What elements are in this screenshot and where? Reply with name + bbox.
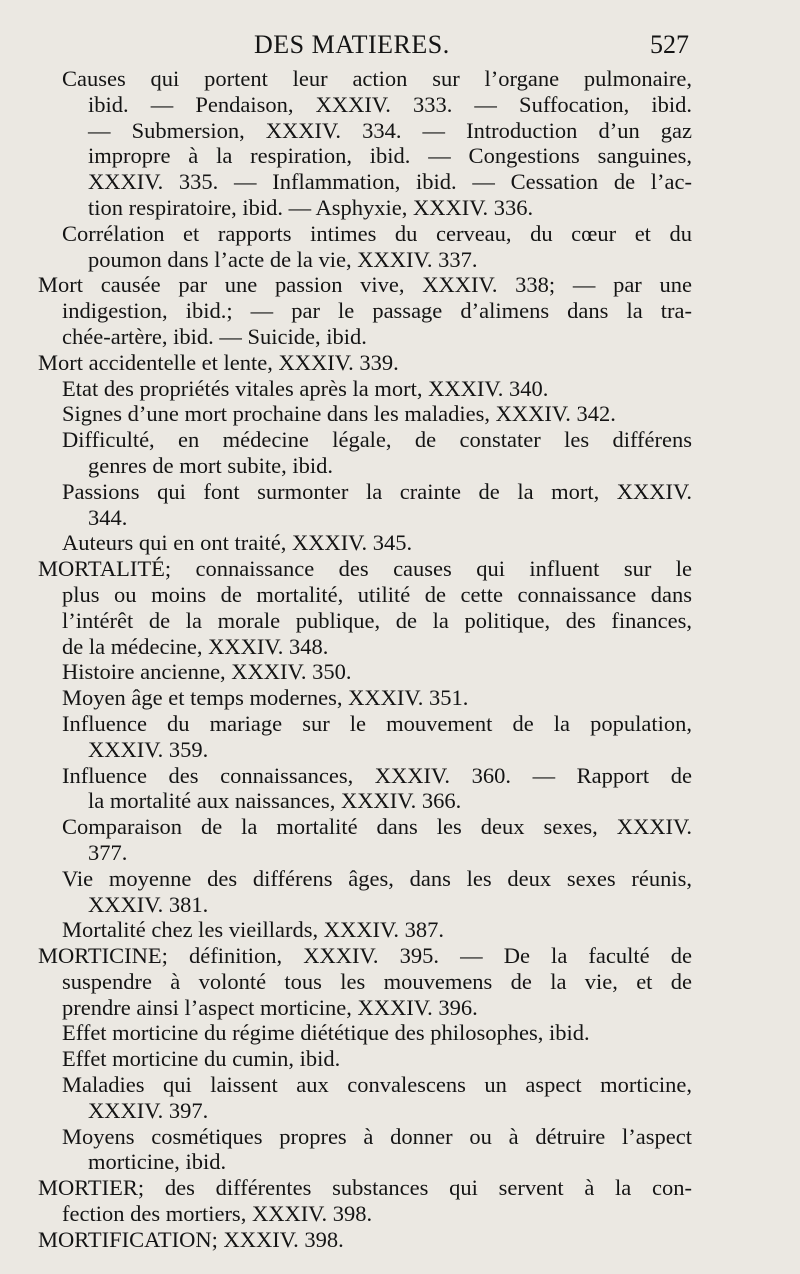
- index-line: Moyen âge et temps modernes, XXXIV. 351.: [62, 685, 469, 711]
- index-subentry: [0, 685, 800, 711]
- index-entry: [0, 272, 800, 349]
- index-line: MORTIFICATION; XXXIV. 398.: [38, 1226, 344, 1252]
- index-line: Difficulté, en médecine légale, de constater les différens: [62, 427, 692, 453]
- index-line: Histoire ancienne, XXXIV. 350.: [62, 659, 352, 685]
- index-subentry: [0, 1072, 800, 1124]
- index-subentry: [0, 814, 800, 866]
- index-subentry: [0, 659, 800, 685]
- index-subentry: [0, 479, 800, 531]
- index-entry: [0, 1227, 800, 1253]
- index-subentry: [0, 1020, 800, 1046]
- index-entry: [0, 1175, 800, 1227]
- index-line: impropre à la respiration, ibid. — Congestions sanguines,: [88, 143, 692, 169]
- index-line: Influence des connaissances, XXXIV. 360. — Rapport de: [62, 762, 692, 788]
- index-line: Mort causée par une passion vive, XXXIV. 338; — par une: [38, 272, 692, 298]
- index-line: morticine, ibid.: [88, 1149, 227, 1175]
- index-line: prendre ainsi l’aspect morticine, XXXIV. 396.: [62, 994, 478, 1020]
- index-line: Influence du mariage sur le mouvement de la population,: [62, 710, 692, 736]
- index-line: chée-artère, ibid. — Suicide, ibid.: [62, 323, 367, 349]
- index-line: plus ou moins de mortalité, utilité de cette connaissance dans: [62, 581, 692, 607]
- index-entries: [0, 66, 800, 1253]
- index-subentry: [0, 1124, 800, 1176]
- index-line: ibid. — Pendaison, XXXIV. 333. — Suffocation, ibid.: [88, 91, 692, 117]
- index-subentry: [0, 401, 800, 427]
- index-subentry: [0, 1046, 800, 1072]
- index-subentry: [0, 376, 800, 402]
- index-entry: [0, 943, 800, 1020]
- index-line: Vie moyenne des différens âges, dans les deux sexes réunis,: [62, 865, 692, 891]
- index-line: XXXIV. 359.: [88, 736, 209, 762]
- index-subentry: [0, 866, 800, 918]
- index-line: 377.: [88, 839, 128, 865]
- index-line: Passions qui font surmonter la crainte de la mort, XXXIV.: [62, 478, 692, 504]
- index-entry: [0, 350, 800, 376]
- index-line: XXXIV. 381.: [88, 891, 209, 917]
- index-line: Effet morticine du régime diététique des philosophes, ibid.: [62, 1020, 590, 1046]
- index-line: genres de mort subite, ibid.: [88, 452, 333, 478]
- running-title: DES MATIERES.: [254, 30, 450, 59]
- page-number: 527: [650, 30, 689, 59]
- index-line: Moyens cosmétiques propres à donner ou à détruire l’aspect: [62, 1123, 692, 1149]
- index-subentry: [0, 66, 800, 221]
- index-line: tion respiratoire, ibid. — Asphyxie, XXXIV. 336.: [88, 194, 534, 220]
- index-subentry: [0, 221, 800, 273]
- index-line: XXXIV. 397.: [88, 1097, 209, 1123]
- index-line: de la médecine, XXXIV. 348.: [62, 633, 329, 659]
- running-header: [0, 30, 800, 66]
- index-line: Auteurs qui en ont traité, XXXIV. 345.: [62, 530, 413, 556]
- index-line: poumon dans l’acte de la vie, XXXIV. 337.: [88, 246, 478, 272]
- index-line: Effet morticine du cumin, ibid.: [62, 1046, 341, 1072]
- index-subentry: [0, 763, 800, 815]
- index-line: Causes qui portent leur action sur l’organe pulmonaire,: [62, 66, 692, 91]
- index-line: 344.: [88, 504, 128, 530]
- index-subentry: [0, 917, 800, 943]
- index-line: l’intérêt de la morale publique, de la politique, des finances,: [62, 607, 692, 633]
- index-line: Mort accidentelle et lente, XXXIV. 339.: [38, 349, 399, 375]
- index-line: fection des mortiers, XXXIV. 398.: [62, 1201, 373, 1227]
- index-subentry: [0, 530, 800, 556]
- index-line: XXXIV. 335. — Inflammation, ibid. — Cessation de l’ac-: [88, 169, 692, 195]
- index-line: MORTALITÉ; connaissance des causes qui influent sur le: [38, 556, 692, 582]
- index-line: Comparaison de la mortalité dans les deux sexes, XXXIV.: [62, 814, 692, 840]
- index-subentry: [0, 427, 800, 479]
- index-subentry: [0, 711, 800, 763]
- index-line: Etat des propriétés vitales après la mort, XXXIV. 340.: [62, 375, 549, 401]
- index-line: MORTICINE; définition, XXXIV. 395. — De la faculté de: [38, 943, 692, 969]
- index-line: Maladies qui laissent aux convalescens un aspect morticine,: [62, 1072, 692, 1098]
- index-line: MORTIER; des différentes substances qui servent à la con-: [38, 1175, 692, 1201]
- index-line: — Submersion, XXXIV. 334. — Introduction d’un gaz: [88, 117, 692, 143]
- index-line: Signes d’une mort prochaine dans les maladies, XXXIV. 342.: [62, 401, 616, 427]
- index-line: la mortalité aux naissances, XXXIV. 366.: [88, 788, 462, 814]
- index-line: indigestion, ibid.; — par le passage d’alimens dans la tra-: [62, 298, 692, 324]
- index-line: suspendre à volonté tous les mouvemens de la vie, et de: [62, 968, 692, 994]
- index-line: Mortalité chez les vieillards, XXXIV. 387.: [62, 917, 444, 943]
- index-entry: [0, 556, 800, 659]
- index-line: Corrélation et rapports intimes du cerveau, du cœur et du: [62, 220, 692, 246]
